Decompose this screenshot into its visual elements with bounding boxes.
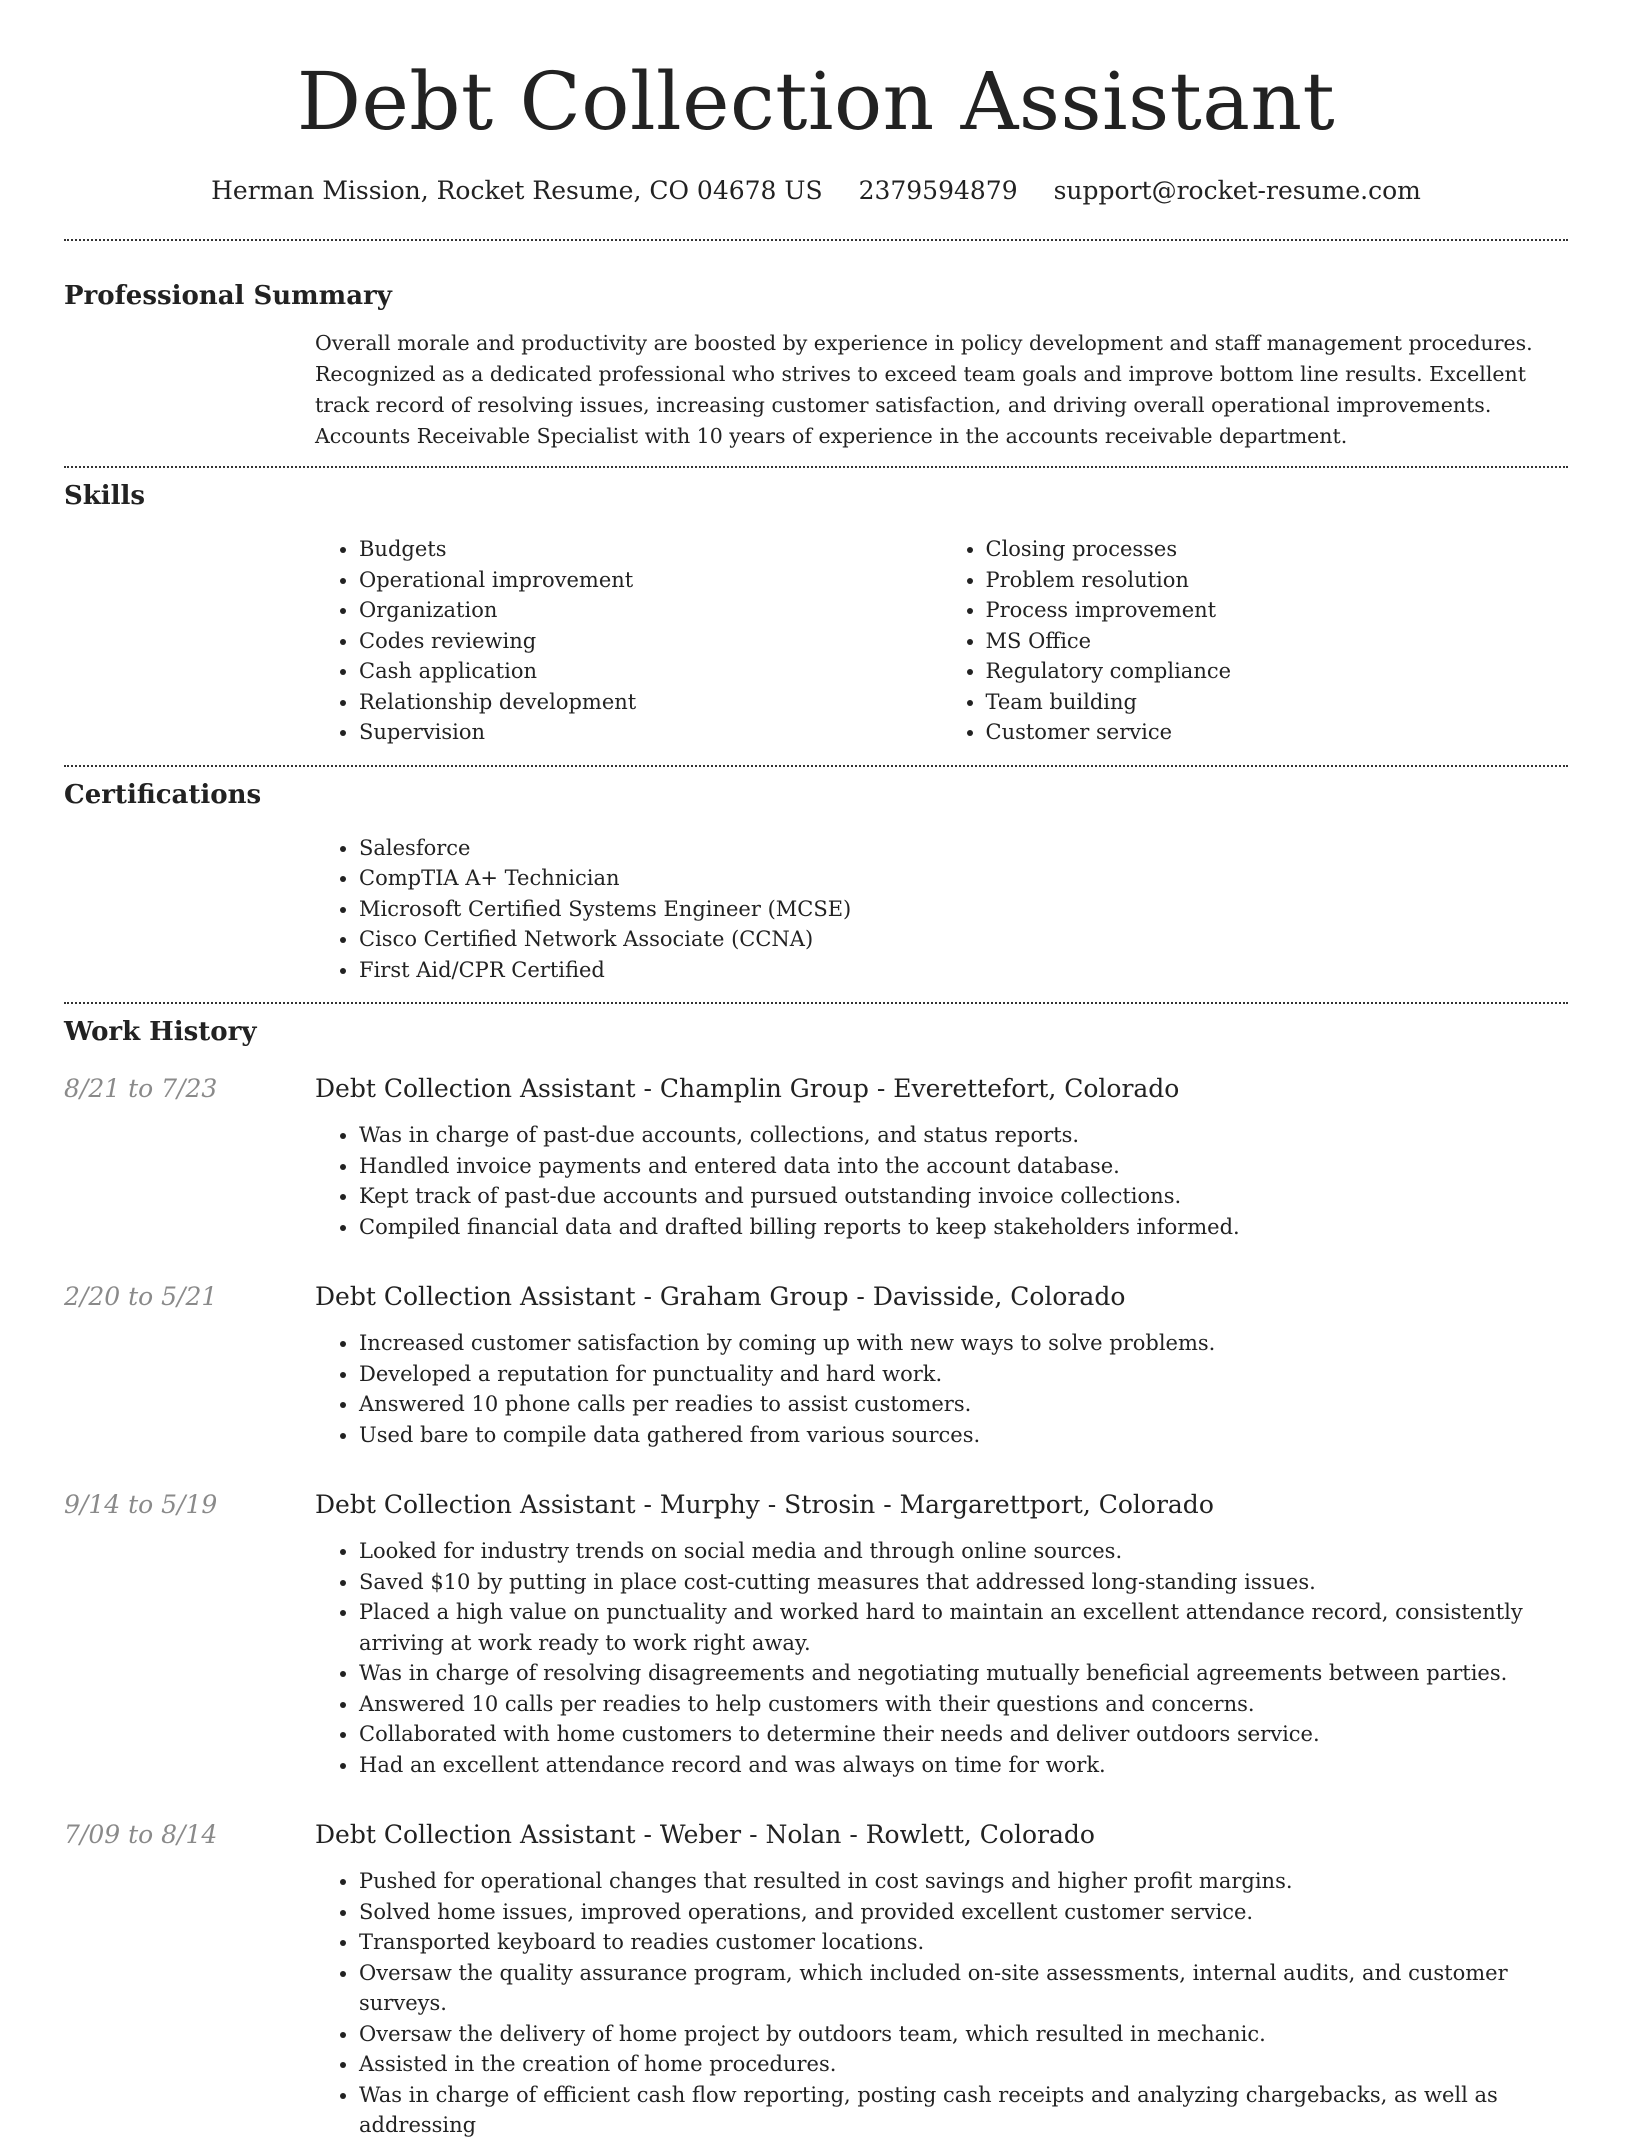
job-bullet: • Was in charge of efficient cash flow reporting, posting cash receipts and analyzing chargebacks, as well as addressing — [359, 2080, 1568, 2141]
job-bullet: • Oversaw the delivery of home project by outdoors team, which resulted in mechanic. — [359, 2019, 1568, 2050]
skills-column-right — [942, 534, 1569, 748]
certification-item: • CompTIA A+ Technician — [359, 863, 1568, 894]
job-bullets — [315, 1536, 1568, 1780]
resume-page — [64, 0, 1568, 2141]
work-history-title: Work History — [64, 1017, 257, 1047]
skill-item: • Regulatory compliance — [986, 656, 1569, 687]
skills-list — [315, 534, 1568, 748]
skill-item: • Budgets — [359, 534, 942, 565]
job-bullet: • Compiled financial data and drafted billing reports to keep stakeholders informed. — [359, 1212, 1568, 1243]
job-bullet: • Looked for industry trends on social media and through online sources. — [359, 1536, 1568, 1567]
job-header — [64, 1074, 1568, 1103]
job-entry — [64, 1490, 1568, 1780]
job-bullet: • Pushed for operational changes that resulted in cost savings and higher profit margins. — [359, 1866, 1568, 1897]
job-bullet: • Used bare to compile data gathered from various sources. — [359, 1420, 1568, 1451]
certification-item: • Cisco Certified Network Associate (CCNA) — [359, 924, 1568, 955]
job-bullet: • Answered 10 phone calls per readies to assist customers. — [359, 1389, 1568, 1420]
job-dates: 7/09 to 8/14 — [64, 1820, 218, 1849]
skill-item: • Supervision — [359, 717, 942, 748]
contact-phone: 2379594879 — [858, 176, 1018, 205]
job-bullet: • Developed a reputation for punctuality and hard work. — [359, 1359, 1568, 1390]
job-entry — [64, 1074, 1568, 1242]
job-title: Debt Collection Assistant - Weber - Nolan - Rowlett, Colorado — [315, 1820, 1095, 1849]
skill-item: • Relationship development — [359, 687, 942, 718]
job-header — [64, 1490, 1568, 1519]
divider — [64, 765, 1568, 767]
contact-email: support@rocket-resume.com — [1053, 176, 1421, 205]
job-dates: 2/20 to 5/21 — [64, 1282, 218, 1311]
divider — [64, 239, 1568, 241]
job-bullet: • Solved home issues, improved operations, and provided excellent customer service. — [359, 1897, 1568, 1928]
job-bullet: • Increased customer satisfaction by coming up with new ways to solve problems. — [359, 1328, 1568, 1359]
resume-name: Debt Collection Assistant — [296, 55, 1336, 148]
skill-item: • MS Office — [986, 626, 1569, 657]
divider — [64, 466, 1568, 468]
job-bullet: • Oversaw the quality assurance program, which included on-site assessments, internal audits, and customer surveys. — [359, 1958, 1568, 2019]
job-bullets — [315, 1120, 1568, 1242]
certification-item: • Salesforce — [359, 833, 1568, 864]
job-dates: 8/21 to 7/23 — [64, 1074, 218, 1103]
certifications-title: Certifications — [64, 779, 262, 810]
job-dates: 9/14 to 5/19 — [64, 1490, 218, 1519]
skills-column-left — [315, 534, 942, 748]
job-bullet: • Had an excellent attendance record and was always on time for work. — [359, 1750, 1568, 1781]
job-bullet: • Handled invoice payments and entered data into the account database. — [359, 1151, 1568, 1182]
skill-item: • Customer service — [986, 717, 1569, 748]
job-header — [64, 1820, 1568, 1849]
contact-address: Herman Mission, Rocket Resume, CO 04678 US — [211, 176, 823, 205]
skills-title: Skills — [64, 481, 146, 511]
job-bullet: • Transported keyboard to readies customer locations. — [359, 1927, 1568, 1958]
job-bullet: • Collaborated with home customers to determine their needs and deliver outdoors service. — [359, 1719, 1568, 1750]
skill-item: • Closing processes — [986, 534, 1569, 565]
job-bullets — [315, 1866, 1568, 2141]
summary-title: Professional Summary — [64, 281, 392, 311]
job-title: Debt Collection Assistant - Murphy - Strosin - Margarettport, Colorado — [315, 1490, 1214, 1519]
divider — [64, 1002, 1568, 1004]
job-bullet: • Answered 10 calls per readies to help customers with their questions and concerns. — [359, 1689, 1568, 1720]
skill-item: • Team building — [986, 687, 1569, 718]
skill-item: • Operational improvement — [359, 565, 942, 596]
skill-item: • Cash application — [359, 656, 942, 687]
job-title: Debt Collection Assistant - Champlin Group - Everettefort, Colorado — [315, 1074, 1180, 1103]
job-bullet: • Placed a high value on punctuality and worked hard to maintain an excellent attendance record, consistently arriving at work ready to work right away. — [359, 1597, 1568, 1658]
skill-item: • Process improvement — [986, 595, 1569, 626]
contact-line — [64, 176, 1568, 205]
job-bullets — [315, 1328, 1568, 1450]
job-entry — [64, 1282, 1568, 1450]
job-bullet: • Kept track of past-due accounts and pursued outstanding invoice collections. — [359, 1181, 1568, 1212]
skill-item: • Problem resolution — [986, 565, 1569, 596]
job-bullet: • Was in charge of past-due accounts, collections, and status reports. — [359, 1120, 1568, 1151]
certifications-list — [315, 833, 1568, 986]
job-bullet: • Was in charge of resolving disagreements and negotiating mutually beneficial agreements between parties. — [359, 1658, 1568, 1689]
skill-item: • Organization — [359, 595, 942, 626]
job-bullet: • Saved $10 by putting in place cost-cutting measures that addressed long-standing issues. — [359, 1567, 1568, 1598]
summary-text: Overall morale and productivity are boosted by experience in policy development and staff management procedures. Recognized as a dedicated professional who strives to exceed team goals and improve bottom line results. Excellent track record of resolving issues, increasing customer satisfaction, and driving overall operational improvements. Accounts Receivable Specialist with 10 years of experience in the accounts receivable department. — [315, 331, 1533, 448]
job-bullet: • Assisted in the creation of home procedures. — [359, 2049, 1568, 2080]
job-title: Debt Collection Assistant - Graham Group - Davisside, Colorado — [315, 1282, 1126, 1311]
certification-item: • First Aid/CPR Certified — [359, 955, 1568, 986]
skill-item: • Codes reviewing — [359, 626, 942, 657]
certification-item: • Microsoft Certified Systems Engineer (MCSE) — [359, 894, 1568, 925]
job-entry — [64, 1820, 1568, 2141]
job-header — [64, 1282, 1568, 1311]
